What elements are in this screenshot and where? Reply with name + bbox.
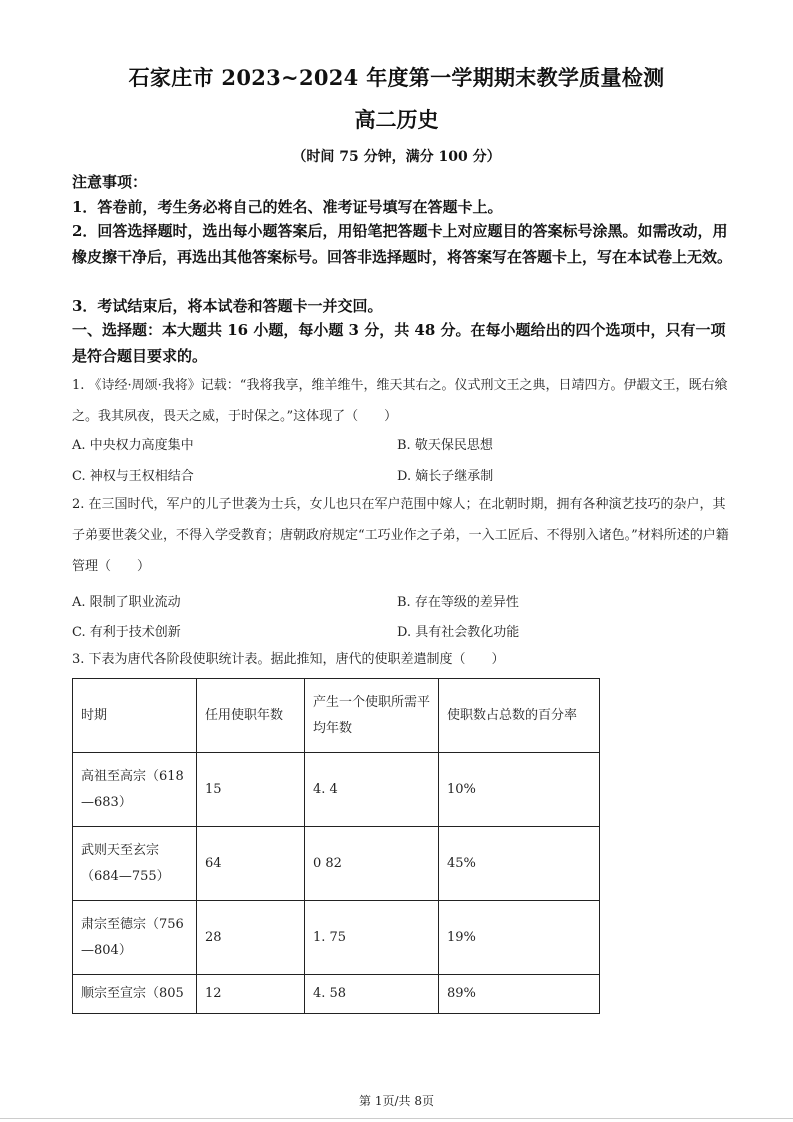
table-cell: 顺宗至宣宗（805 [73, 975, 197, 1014]
page-number: 第 1页/共 8页 [359, 1094, 434, 1108]
table-cell: 武则天至玄宗（684—755） [73, 827, 197, 901]
exam-timing: （时间 75 分钟，满分 100 分） [292, 149, 501, 165]
table-cell: 64 [197, 827, 305, 901]
table-cell: 0 82 [305, 827, 439, 901]
table-cell: 4. 58 [305, 975, 439, 1014]
table-row [73, 975, 600, 1014]
table-cell: 高祖至高宗（618—683） [73, 753, 197, 827]
note-item-1: 1．答卷前，考生务必将自己的姓名、准考证号填写在答题卡上。 [72, 198, 503, 216]
table-header-cell: 使职数占总数的百分率 [439, 679, 600, 753]
q1-option-a: A. 中央权力高度集中 [72, 438, 194, 453]
q1-option-d: D. 嫡长子继承制 [397, 469, 494, 484]
notes-heading: 注意事项： [72, 173, 148, 191]
q1-option-c: C. 神权与王权相结合 [72, 469, 194, 484]
note-item-2: 2．回答选择题时，选出每小题答案后，用铅笔把答题卡上对应题目的答案标号涂黑。如需改动，用橡皮擦干净后，再选出其他答案标号。回答非选择题时，将答案写在答题卡上，写在本试卷上无效。 [72, 222, 733, 266]
q2-option-d: D. 具有社会教化功能 [397, 625, 520, 640]
table-cell: 45% [439, 827, 600, 901]
table-row [73, 901, 600, 975]
table-cell: 19% [439, 901, 600, 975]
q2-option-a: A. 限制了职业流动 [72, 595, 181, 610]
table-cell: 1. 75 [305, 901, 439, 975]
exam-subject: 高二历史 [354, 107, 439, 132]
table-header-cell: 任用使职年数 [197, 679, 305, 753]
exam-title: 石家庄市 2023~2024 年度第一学期期末教学质量检测 [128, 65, 665, 90]
note-item-3: 3．考试结束后，将本试卷和答题卡一并交回。 [72, 297, 383, 315]
table-cell: 肃宗至德宗（756—804） [73, 901, 197, 975]
table-cell: 10% [439, 753, 600, 827]
table-header-row [73, 679, 600, 753]
table-header-cell: 产生一个使职所需平均年数 [305, 679, 439, 753]
table-cell: 28 [197, 901, 305, 975]
table-row [73, 827, 600, 901]
table-cell: 4. 4 [305, 753, 439, 827]
q1-option-b: B. 敬天保民思想 [397, 438, 493, 453]
q2-option-b: B. 存在等级的差异性 [397, 595, 519, 610]
question-3-stem: 3. 下表为唐代各阶段使职统计表。据此推知，唐代的使职差遣制度（ ） [72, 652, 505, 667]
table-row [73, 753, 600, 827]
table-cell: 89% [439, 975, 600, 1014]
page-edge-divider [0, 1118, 793, 1119]
question-2-stem: 2. 在三国时代，军户的儿子世袭为士兵，女儿也只在军户范围中嫁人；在北朝时期，拥有各种演艺技巧的杂户，其子弟要世袭父业，不得入学受教育；唐朝政府规定“工巧业作之子弟，一入工匠后、不得别入诸色。”材料所述的户籍管理（ ） [72, 497, 729, 574]
section-heading: 一、选择题：本大题共 16 小题，每小题 3 分，共 48 分。在每小题给出的四个选项中，只有一项是符合题目要求的。 [72, 321, 726, 365]
envoy-stats-table [72, 678, 600, 1014]
table-header-cell: 时期 [73, 679, 197, 753]
q2-option-c: C. 有利于技术创新 [72, 625, 181, 640]
table-cell: 15 [197, 753, 305, 827]
question-1-stem: 1. 《诗经·周颂·我将》记载：“我将我享，维羊维牛，维天其右之。仪式刑文王之典，日靖四方。伊嘏文王，既右飨之。我其夙夜，畏天之威，于时保之。”这体现了（ ） [72, 378, 728, 424]
table-cell: 12 [197, 975, 305, 1014]
